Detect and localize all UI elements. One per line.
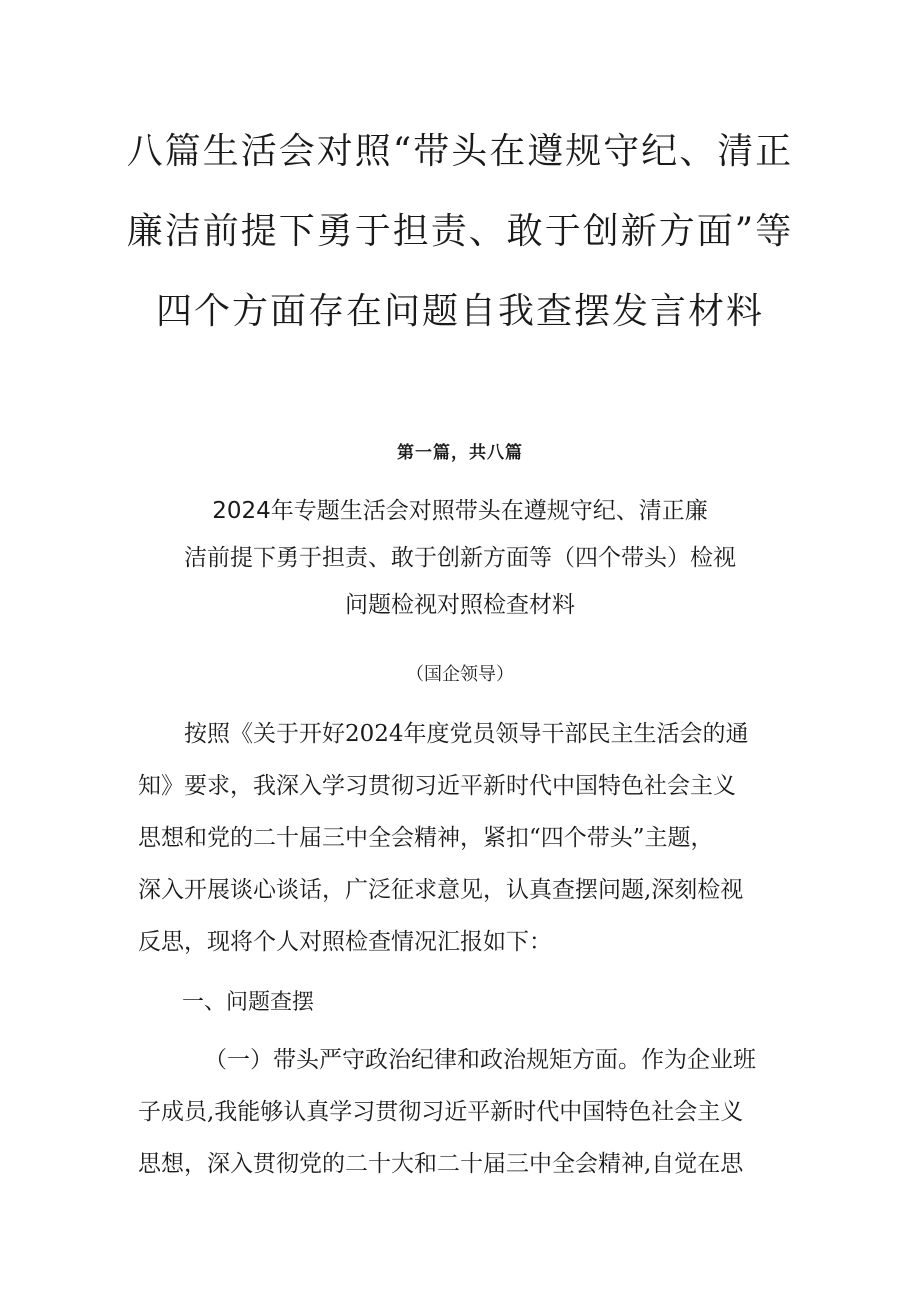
paragraph-line: （一）带头严守政治纪律和政治规矩方面。作为企业班 [204,1047,756,1073]
paragraph-line: 思想和党的二十届三中全会精神，紧扣“四个带头”主题， [138,825,714,851]
main-title-line: 四个方面存在问题自我查摆发言材料 [155,291,764,332]
main-title-line: 八篇生活会对照“带头在遵规守纪、清正 [126,131,794,172]
paragraph-line: 按照《关于开好2024年度党员领导干部民主生活会的通 [184,721,749,747]
paragraph-line: 反思，现将个人对照检查情况汇报如下： [138,929,552,955]
section-paragraph [138,1034,798,1190]
part-label: 第一篇，共八篇 [397,443,523,463]
paragraph-line: 知》要求，我深入学习贯彻习近平新时代中国特色社会主义 [138,773,736,799]
paragraph-line: 子成员,我能够认真学习贯彻习近平新时代中国特色社会主义 [138,1099,744,1125]
paragraph-line: 深入开展谈心谈话，广泛征求意见，认真查摆问题,深刻检视 [138,877,744,903]
main-title [100,112,820,352]
author-note: （国企领导） [406,664,514,685]
intro-paragraph [138,708,798,968]
paragraph-line: 思想，深入贯彻党的二十大和二十届三中全会精神,自觉在思 [138,1151,744,1177]
sub-title [130,488,790,629]
main-title-line: 廉洁前提下勇于担责、敢于创新方面”等 [126,211,794,252]
sub-title-line: 洁前提下勇于担责、敢于创新方面等（四个带头）检视 [184,545,736,571]
sub-title-line: 2024年专题生活会对照带头在遵规守纪、清正廉 [212,498,708,524]
sub-title-line: 问题检视对照检查材料 [345,592,575,618]
section-heading: 一、问题查摆 [182,990,315,1015]
